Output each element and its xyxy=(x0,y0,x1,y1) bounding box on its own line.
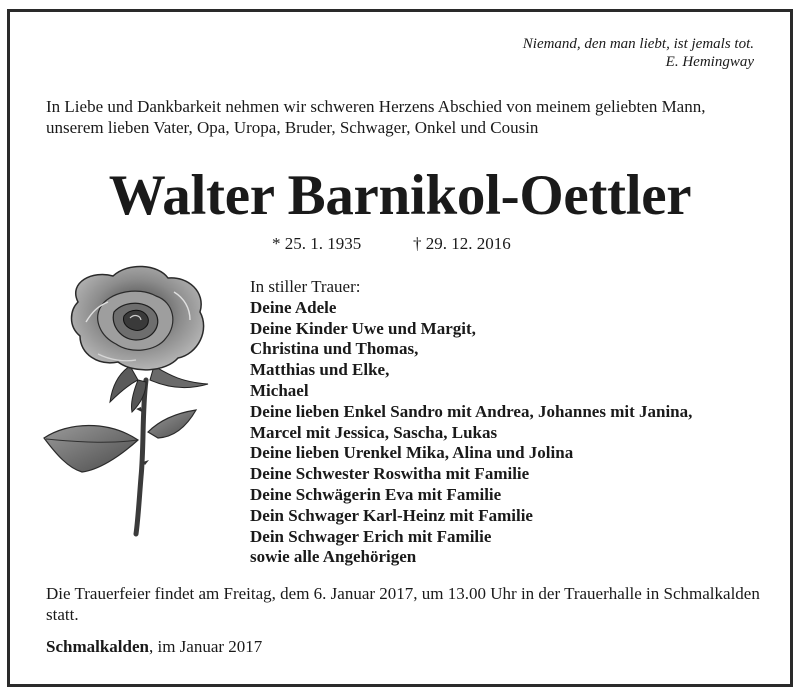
mourner-line: Matthias und Elke, xyxy=(250,360,390,380)
mourner-line: Dein Schwager Erich mit Familie xyxy=(250,526,492,546)
mourner-line: Deine Schwester Roswitha mit Familie xyxy=(250,464,530,484)
mourner-line: Deine Adele xyxy=(250,297,337,317)
closing-line xyxy=(46,636,262,657)
mourner-line: Michael xyxy=(250,380,309,400)
epigraph xyxy=(523,35,754,71)
death-date: † 29. 12. 2016 xyxy=(413,234,511,253)
mourner-line: Marcel mit Jessica, Sascha, Lukas xyxy=(250,422,498,442)
mourner-line: Deine Schwägerin Eva mit Familie xyxy=(250,484,502,504)
rose-icon xyxy=(38,262,222,538)
birth-date: * 25. 1. 1935 xyxy=(272,234,362,253)
mourner-line: Christina und Thomas, xyxy=(250,339,419,359)
deceased-name: Walter Barnikol-Oettler xyxy=(108,164,692,227)
mourner-line: Dein Schwager Karl-Heinz mit Familie xyxy=(250,505,533,525)
closing-place: Schmalkalden xyxy=(46,637,149,656)
funeral-info: Die Trauerfeier findet am Freitag, dem 6. Januar 2017, um 13.00 Uhr in der Trauerhalle in Schmalkalden statt. xyxy=(46,584,760,624)
mourners-heading: In stiller Trauer: xyxy=(250,277,361,296)
intro-text: In Liebe und Dankbarkeit nehmen wir schweren Herzens Abschied von meinem geliebten Mann, unserem lieben Vater, Opa, Uropa, Bruder, Schwager, Onkel und Cousin xyxy=(46,97,706,137)
epigraph-text: Niemand, den man liebt, ist jemals tot. xyxy=(522,36,754,52)
mourner-line: sowie alle Angehörigen xyxy=(250,547,417,567)
mourner-line: Deine lieben Urenkel Mika, Alina und Jolina xyxy=(250,443,574,463)
epigraph-author: E. Hemingway xyxy=(665,54,754,70)
mourner-line: Deine lieben Enkel Sandro mit Andrea, Johannes mit Janina, xyxy=(250,401,693,421)
mourner-line: Deine Kinder Uwe und Margit, xyxy=(250,318,476,338)
mourners-list xyxy=(250,277,692,568)
closing-date: , im Januar 2017 xyxy=(148,637,263,656)
